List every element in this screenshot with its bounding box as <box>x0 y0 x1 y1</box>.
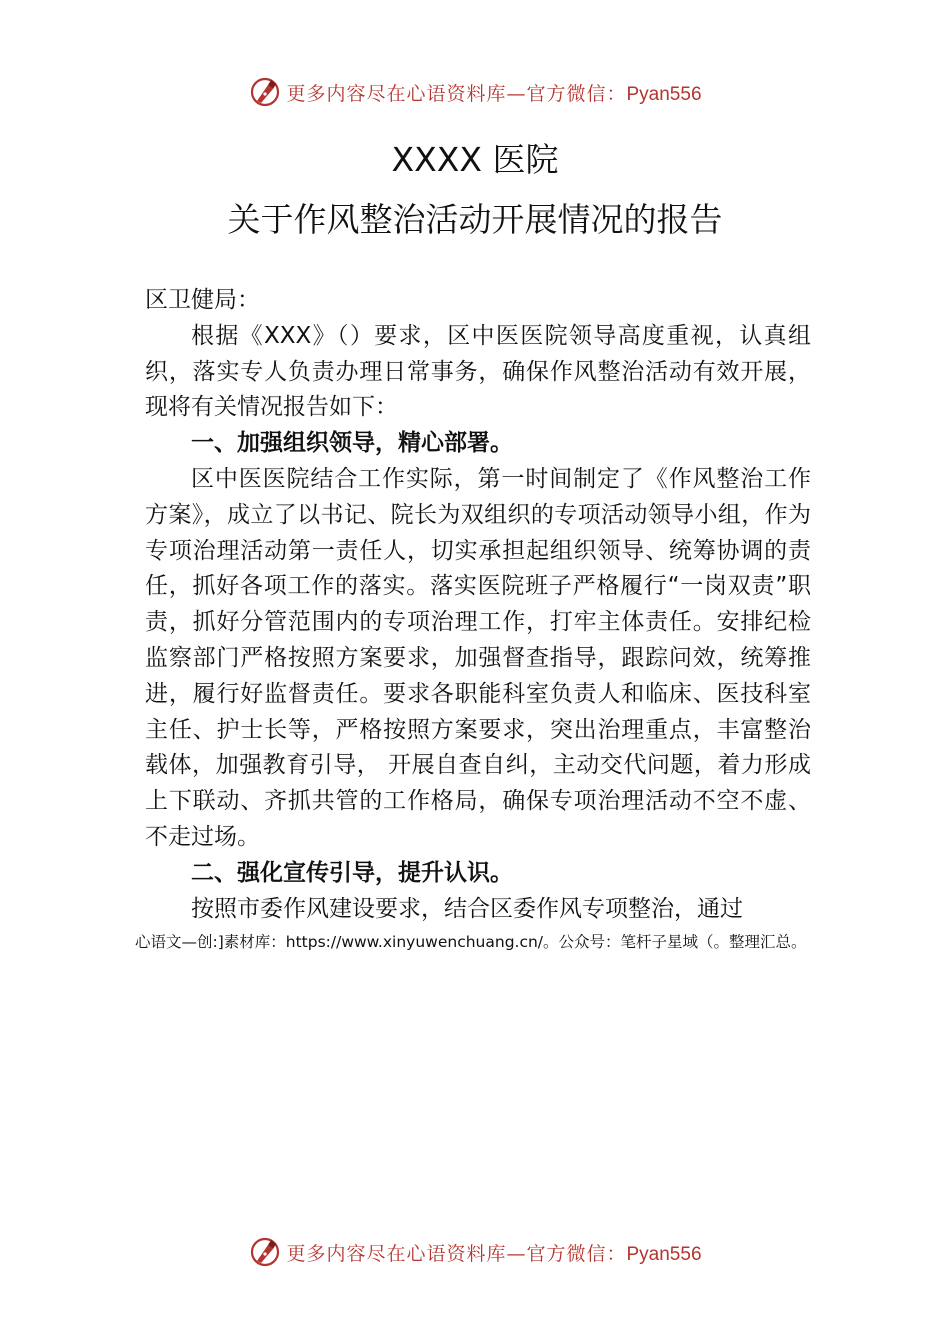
section1-heading: 一、加强组织领导，精心部署。 <box>191 430 513 457</box>
section2-paragraph: 按照市委作风建设要求，结合区委作风专项整治，通过 <box>191 895 743 922</box>
pen-nib-logo-icon <box>248 1235 282 1269</box>
wechat-id: Pyan556 <box>626 83 702 105</box>
banner-text: 更多内容尽在心语资料库—官方微信：Pyan556 <box>286 82 702 105</box>
intro-paragraph: 根据《XXX》（）要求，区中医医院领导高度重视，认真组织，落实专人负责办理日常事务，确保作风整治活动有效开展，现将有关情况报告如下： <box>145 322 811 421</box>
document-body <box>145 283 811 927</box>
document-title-line2: 关于作风整治活动开展情况的报告 <box>227 200 723 239</box>
document-title-line1: XXXX 医院 <box>391 140 559 179</box>
banner-text: 更多内容尽在心语资料库—官方微信：Pyan556 <box>286 1242 702 1265</box>
salutation: 区卫健局： <box>145 287 260 313</box>
section1-paragraph: 区中医医院结合工作实际，第一时间制定了《作风整治工作方案》，成立了以书记、院长为双组织的专项活动领导小组，作为专项治理活动第一责任人，切实承担起组织领导、统筹协调的责任，抓好各项工作的落实。落实医院班子严格履行“一岗双责”职责，抓好分管范围内的专项治理工作，打牢主体责任。安排纪检监察部门严格按照方案要求，加强督查指导，跟踪问效，统筹推进，履行好监督责任。要求各职能科室负责人和临床、医技科室主任、护士长等，严格按照方案要求，突出治理重点，丰富整治载体，加强教育引导， 开展自查自纠，主动交代问题，着力形成上下联动、齐抓共管的工作格局，确保专项治理活动不空不虚、不走过场。 <box>145 465 811 850</box>
section2-heading: 二、强化宣传引导，提升认识。 <box>191 859 513 886</box>
source-footnote: 心语文—创:]素材库：https://www.xinyuwenchuang.cn/。公众号：笔杆子星域（。整理汇总。 <box>135 933 807 951</box>
bottom-banner <box>0 1232 950 1272</box>
wechat-id: Pyan556 <box>626 1243 702 1265</box>
pen-nib-logo-icon <box>248 75 282 109</box>
top-banner <box>0 72 950 112</box>
